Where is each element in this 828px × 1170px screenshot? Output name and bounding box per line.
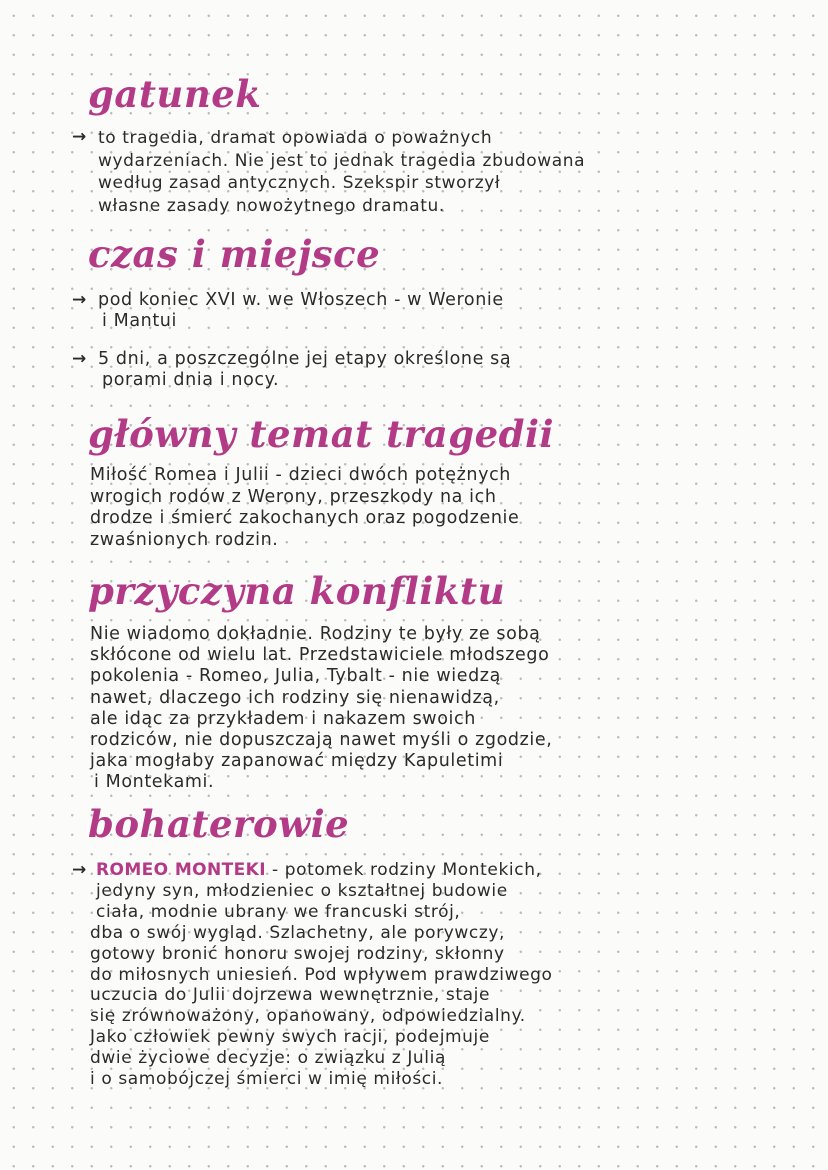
bohaterowie-paragraph [90, 860, 553, 1090]
text-line: do miłosnych uniesień. Pod wpływem prawdziwego [90, 964, 553, 985]
arrow-right-icon: → [72, 860, 87, 880]
heading-przyczyna-konfliktu: przyczyna konfliktu [88, 569, 506, 613]
heading-glowny-temat: główny temat tragedii [88, 412, 555, 456]
text-line: jedyny syn, młodzieniec o kształtnej budowie [96, 880, 508, 901]
text-line: i Montekami. [94, 772, 215, 793]
arrow-right-icon: → [72, 349, 87, 369]
text-line: jaka mogłaby zapanować między Kapuletimi [90, 751, 504, 772]
character-name: ROMEO MONTEKI [96, 860, 266, 880]
text-line: wydarzeniach. Nie jest to jednak tragedia zbudowana [98, 150, 586, 171]
czas-item-time [98, 349, 511, 391]
heading-czas-i-miejsce: czas i miejsce [88, 232, 381, 276]
text-line: uczucia do Julii dojrzewa wewnętrznie, staje [90, 985, 491, 1006]
text-line: się zrównoważony, opanowany, odpowiedzialny. [90, 1006, 526, 1027]
heading-gatunek: gatunek [88, 72, 262, 116]
text-line: gotowy bronić honoru swojej rodziny, skłonny [90, 943, 505, 964]
heading-bohaterowie: bohaterowie [88, 802, 350, 846]
text-line: własne zasady nowożytnego dramatu. [98, 195, 445, 216]
text-line: 5 dni, a poszczególne jej etapy określone są [98, 349, 512, 369]
text-line: ciała, modnie ubrany we francuski strój, [96, 901, 461, 922]
czas-item-place [98, 290, 504, 332]
text-line: i Mantui [102, 311, 177, 331]
arrow-right-icon: → [72, 127, 87, 147]
text-line: pokolenia - Romeo, Julia, Tybalt - nie wiedzą [90, 666, 501, 687]
text-line: według zasad antycznych. Szekspir stworzył [98, 173, 501, 193]
text-line: i o samobójczej śmierci w imię miłości. [90, 1069, 444, 1090]
text-line: skłócone od wielu lat. Przedstawiciele młodszego [90, 645, 550, 666]
text-line: Jako człowiek pewny swych racji, podejmuje [90, 1027, 490, 1048]
text-line: Miłość Romea i Julii - dzieci dwóch potężnych [90, 465, 511, 485]
text-fragment: - potomek rodziny Montekich, [265, 860, 542, 880]
text-line: dba o swój wygląd. Szlachetny, ale porywczy, [90, 922, 506, 943]
text-line: zwaśnionych rodzin. [90, 529, 279, 550]
text-line: drodze i śmierć zakochanych oraz pogodzenie [90, 508, 520, 528]
text-line [96, 860, 553, 881]
text-line: Nie wiadomo dokładnie. Rodziny te były ze sobą [90, 624, 541, 644]
text-line: pod koniec XVI w. we Włoszech - w Weronie [98, 290, 504, 310]
text-line: ale idąc za przykładem i nakazem swoich [90, 708, 476, 729]
arrow-right-icon: → [72, 290, 87, 310]
text-line: to tragedia, dramat opowiada o poważnych [98, 128, 493, 148]
text-line: porami dnia i nocy. [102, 370, 280, 390]
konflikt-paragraph [90, 624, 552, 794]
text-line: rodziców, nie dopuszczają nawet myśli o zgodzie, [90, 730, 553, 751]
gatunek-paragraph [98, 127, 585, 217]
temat-paragraph [90, 465, 519, 551]
text-line: wrogich rodów z Werony, przeszkody na ich [90, 486, 497, 507]
text-line: nawet, dlaczego ich rodziny się nienawidzą, [90, 687, 500, 708]
text-line: dwie życiowe decyzje: o związku z Julią [90, 1048, 446, 1069]
